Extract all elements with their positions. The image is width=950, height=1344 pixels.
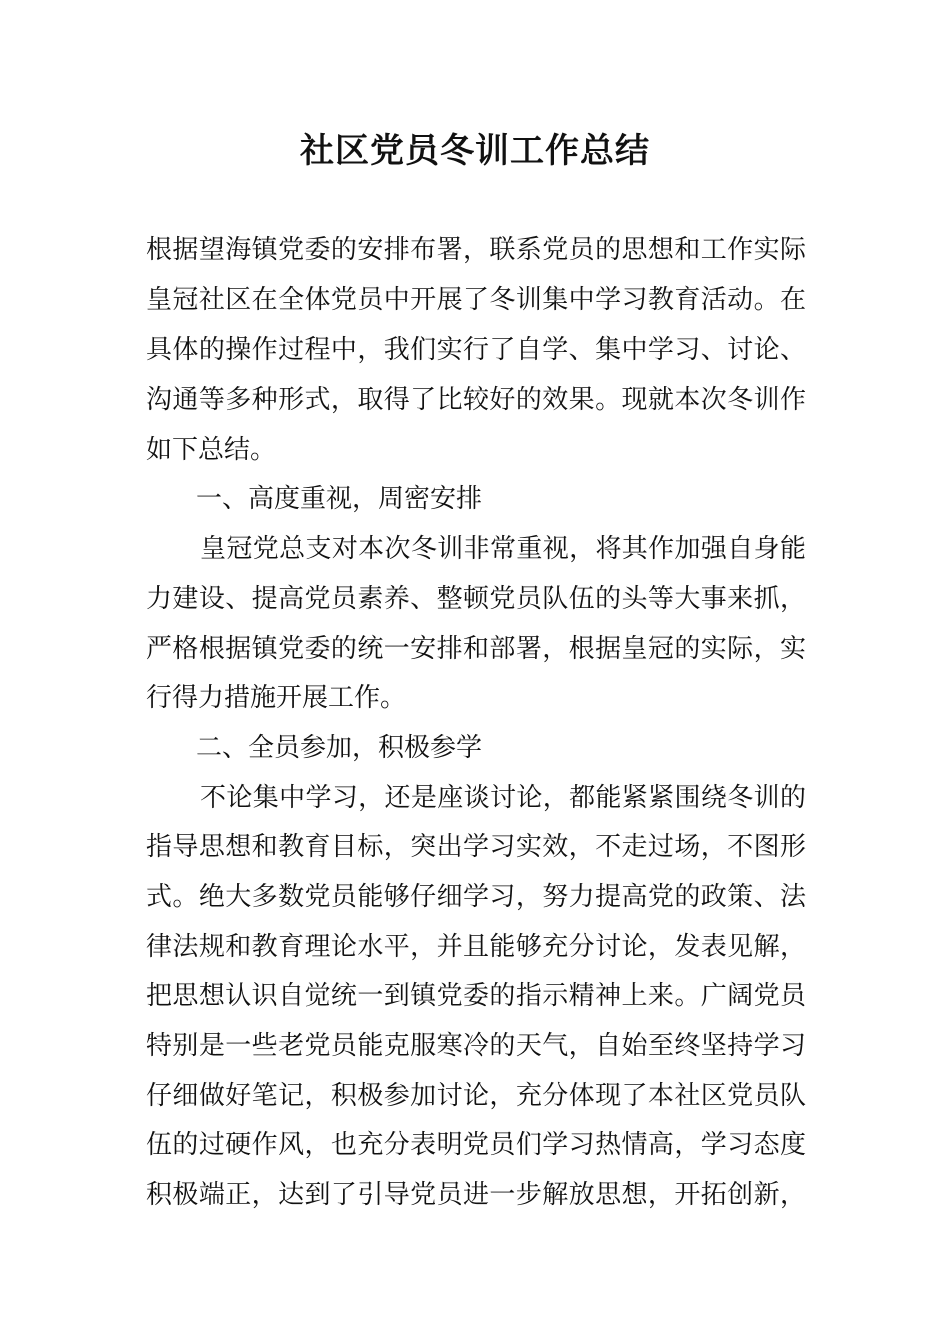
paragraph-line: 积极端正，达到了引导党员进一步解放思想，开拓创新，: [146, 1180, 806, 1210]
paragraph-line: 皇冠党总支对本次冬训非常重视，将其作加强自身能: [200, 534, 806, 564]
paragraph-line: 皇冠社区在全体党员中开展了冬训集中学习教育活动。在: [146, 285, 806, 315]
paragraph-line: 如下总结。: [146, 435, 277, 465]
paragraph-line: 特别是一些老党员能克服寒冷的天气，自始至终坚持学习: [146, 1031, 806, 1061]
paragraph-line: 严格根据镇党委的统一安排和部署，根据皇冠的实际，实: [146, 634, 806, 664]
paragraph-line: 根据望海镇党委的安排布署，联系党员的思想和工作实际: [146, 235, 806, 265]
paragraph-line: 不论集中学习，还是座谈讨论，都能紧紧围绕冬训的: [200, 783, 806, 813]
paragraph-line: 律法规和教育理论水平，并且能够充分讨论，发表见解，: [146, 932, 806, 962]
section-heading: 二、全员参加，积极参学: [196, 733, 483, 763]
paragraph-line: 行得力措施开展工作。: [146, 683, 407, 713]
page-title: 社区党员冬训工作总结: [300, 131, 650, 171]
paragraph-line: 式。绝大多数党员能够仔细学习，努力提高党的政策、法: [146, 882, 806, 912]
paragraph-line: 伍的过硬作风，也充分表明党员们学习热情高，学习态度: [146, 1130, 806, 1160]
paragraph-line: 力建设、提高党员素养、整顿党员队伍的头等大事来抓，: [146, 584, 806, 614]
section-heading: 一、高度重视，周密安排: [196, 484, 483, 514]
paragraph-line: 沟通等多种形式，取得了比较好的效果。现就本次冬训作: [146, 385, 806, 415]
paragraph-line: 仔细做好笔记，积极参加讨论，充分体现了本社区党员队: [146, 1081, 806, 1111]
paragraph-line: 具体的操作过程中，我们实行了自学、集中学习、讨论、: [146, 335, 806, 365]
paragraph-line: 指导思想和教育目标，突出学习实效，不走过场，不图形: [146, 832, 806, 862]
paragraph-line: 把思想认识自觉统一到镇党委的指示精神上来。广阔党员: [146, 981, 806, 1011]
